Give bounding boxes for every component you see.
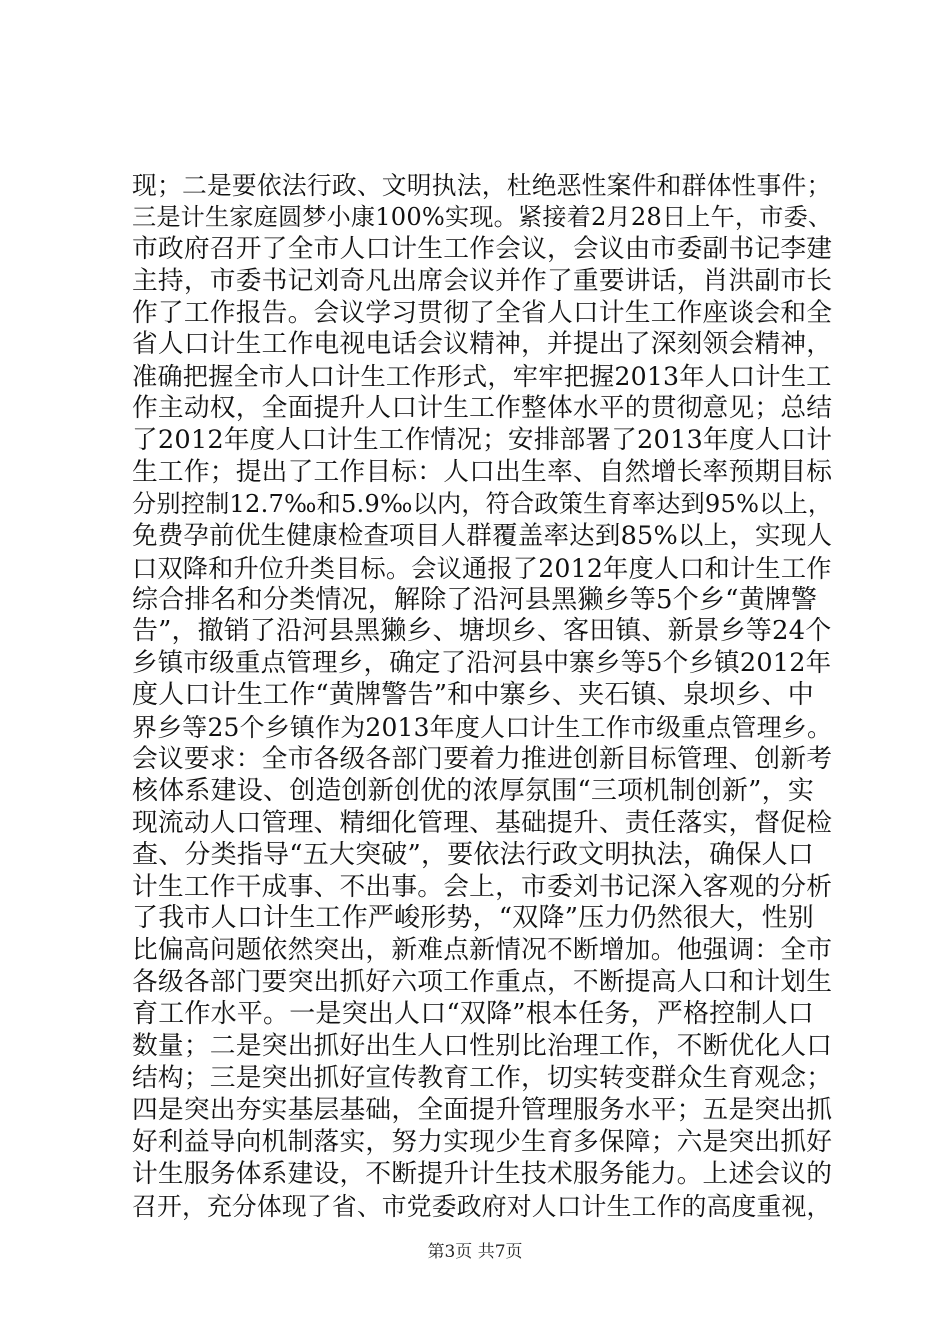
text-line: 作了工作报告。会议学习贯彻了全省人口计生工作座谈会和全 bbox=[132, 297, 833, 328]
text-line: 免费孕前优生健康检查项目人群覆盖率达到85%以上，实现人 bbox=[132, 520, 833, 551]
text-line: 现；二是要依法行政、文明执法，杜绝恶性案件和群体性事件； bbox=[132, 171, 832, 200]
text-line: 乡镇市级重点管理乡，确定了沿河县中寨乡等5个乡镇2012年 bbox=[132, 648, 832, 679]
text-line: 市政府召开了全市人口计生工作会议，会议由市委副书记李建 bbox=[132, 233, 833, 264]
text-line: 主持，市委书记刘奇凡出席会议并作了重要讲话，肖洪副市长 bbox=[132, 265, 833, 296]
text-line: 省人口计生工作电视电话会议精神，并提出了深刻领会精神， bbox=[132, 329, 833, 360]
text-line: 比偏高问题依然突出，新难点新情况不断增加。他强调：全市 bbox=[132, 935, 833, 966]
text-line: 会议要求：全市各级各部门要着力推进创新目标管理、创新考 bbox=[132, 744, 833, 775]
text-line: 四是突出夯实基层基础，全面提升管理服务水平；五是突出抓 bbox=[132, 1094, 833, 1125]
text-line: 查、分类指导“五大突破”，要依法行政文明执法，确保人口 bbox=[132, 839, 814, 870]
text-line: 口双降和升位升类目标。会议通报了2012年度人口和计生工作 bbox=[132, 553, 832, 583]
text-line: 数量；二是突出抓好出生人口性别比治理工作，不断优化人口 bbox=[132, 1031, 833, 1062]
text-line: 分别控制12.7‰和5.9‰以内，符合政策生育率达到95%以上， bbox=[132, 489, 833, 518]
text-line: 了我市人口计生工作严峻形势，“双降”压力仍然很大，性别 bbox=[132, 903, 814, 934]
text-line: 好利益导向机制落实，努力实现少生育多保障；六是突出抓好 bbox=[132, 1126, 833, 1157]
text-line: 召开，充分体现了省、市党委政府对人口计生工作的高度重视， bbox=[132, 1191, 832, 1221]
text-line: 计生工作干成事、不出事。会上，市委刘书记深入客观的分析 bbox=[132, 871, 833, 902]
text-line: 计生服务体系建设，不断提升计生技术服务能力。上述会议的 bbox=[132, 1158, 833, 1189]
text-line: 告”，撤销了沿河县黑獭乡、塘坝乡、客田镇、新景乡等24个 bbox=[132, 616, 832, 647]
document-body bbox=[132, 170, 832, 1222]
text-line: 生工作；提出了工作目标：人口出生率、自然增长率预期目标 bbox=[132, 457, 833, 488]
text-line: 结构；三是突出抓好宣传教育工作，切实转变群众生育观念； bbox=[132, 1062, 833, 1093]
text-line: 各级各部门要突出抓好六项工作重点，不断提高人口和计划生 bbox=[132, 967, 833, 998]
text-line: 了2012年度人口计生工作情况；安排部署了2013年度人口计 bbox=[132, 425, 833, 456]
text-line: 育工作水平。一是突出人口“双降”根本任务，严格控制人口 bbox=[132, 999, 814, 1030]
text-line: 界乡等25个乡镇作为2013年度人口计生工作市级重点管理乡。 bbox=[132, 713, 833, 743]
text-line: 三是计生家庭圆梦小康100%实现。紧接着2月28日上午，市委、 bbox=[132, 202, 833, 231]
text-line: 核体系建设、创造创新创优的浓厚氛围“三项机制创新”，实 bbox=[132, 775, 814, 806]
text-line: 准确把握全市人口计生工作形式，牢牢把握2013年人口计生工 bbox=[132, 362, 832, 392]
text-line: 综合排名和分类情况，解除了沿河县黑獭乡等5个乡“黄牌警 bbox=[132, 584, 818, 615]
text-line: 作主动权，全面提升人口计生工作整体水平的贯彻意见；总结 bbox=[132, 393, 833, 424]
text-line: 现流动人口管理、精细化管理、基础提升、责任落实，督促检 bbox=[132, 807, 833, 838]
text-line: 度人口计生工作“黄牌警告”和中寨乡、夹石镇、泉坝乡、中 bbox=[132, 680, 814, 711]
page-number: 第3页 共7页 bbox=[427, 1242, 523, 1262]
